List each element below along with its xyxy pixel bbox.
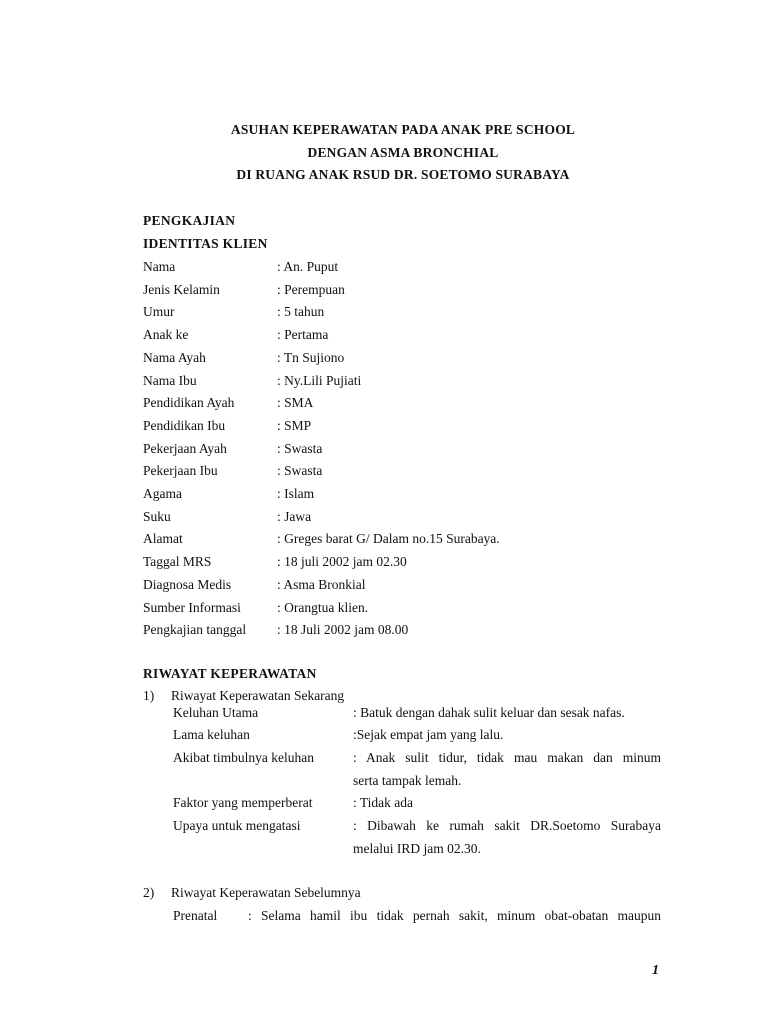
identitas-value: : Swasta xyxy=(277,463,323,479)
faktor-row xyxy=(173,795,661,815)
identitas-label: Pekerjaan Ibu xyxy=(143,463,218,479)
identitas-label: Suku xyxy=(143,508,171,524)
keluhan-utama-value: : Batuk dengan dahak sulit keluar dan sesak nafas. xyxy=(353,705,625,720)
identitas-value: : Asma Bronkial xyxy=(277,576,366,592)
identitas-value: : 18 juli 2002 jam 02.30 xyxy=(277,554,407,570)
lama-keluhan-value: :Sejak empat jam yang lalu. xyxy=(353,727,504,742)
prenatal-value: : Selama hamil ibu tidak pernah sakit, minum obat-obatan maupun xyxy=(248,908,661,923)
identitas-value: : Tn Sujiono xyxy=(277,349,345,365)
akibat-keluhan-row xyxy=(173,750,661,770)
identitas-label: Nama Ayah xyxy=(143,349,206,365)
faktor-label: Faktor yang memperberat xyxy=(173,795,313,810)
section-heading-pengkajian: PENGKAJIAN xyxy=(143,213,236,228)
list-number-1: 1) xyxy=(143,688,155,703)
subsection-title-riwayat-sebelumnya: Riwayat Keperawatan Sebelumnya xyxy=(171,885,361,900)
identitas-label: Alamat xyxy=(143,531,183,547)
identitas-value: : Greges barat G/ Dalam no.15 Surabaya. xyxy=(277,531,500,547)
identitas-value: : 18 Juli 2002 jam 08.00 xyxy=(277,622,409,638)
akibat-keluhan-value-line-1: : Anak sulit tidur, tidak mau makan dan minum xyxy=(353,750,661,765)
keluhan-utama-row xyxy=(173,705,661,725)
identitas-label: Umur xyxy=(143,304,175,320)
upaya-row-cont xyxy=(173,841,661,861)
identitas-label: Nama xyxy=(143,259,176,274)
page-number: 1 xyxy=(652,963,659,978)
identitas-value: : Pertama xyxy=(277,327,329,343)
identitas-label: Pendidikan Ayah xyxy=(143,395,235,411)
keluhan-utama-label: Keluhan Utama xyxy=(173,705,259,720)
identitas-label: Pekerjaan Ayah xyxy=(143,440,227,456)
faktor-value: : Tidak ada xyxy=(353,795,414,810)
identitas-value: : Orangtua klien. xyxy=(277,599,369,615)
document-title-line-3: DI RUANG ANAK RSUD DR. SOETOMO SURABAYA xyxy=(236,167,570,182)
upaya-value-line-2: melalui IRD jam 02.30. xyxy=(353,841,481,856)
identitas-label: Sumber Informasi xyxy=(143,599,241,615)
upaya-row xyxy=(173,818,661,838)
identitas-label: Pendidikan Ibu xyxy=(143,417,226,433)
document-title-line-1: ASUHAN KEPERAWATAN PADA ANAK PRE SCHOOL xyxy=(230,122,576,137)
akibat-keluhan-row-cont xyxy=(173,773,661,793)
identitas-label: Anak ke xyxy=(143,327,189,343)
identitas-label: Pengkajian tanggal xyxy=(143,622,247,638)
identitas-label: Diagnosa Medis xyxy=(143,576,232,592)
list-number-2: 2) xyxy=(143,885,155,900)
subsection-title-riwayat-sekarang: Riwayat Keperawatan Sekarang xyxy=(171,688,345,703)
identitas-value: : Perempuan xyxy=(277,281,345,297)
upaya-value-line-1: : Dibawah ke rumah sakit DR.Soetomo Surabaya xyxy=(353,818,661,833)
lama-keluhan-row xyxy=(173,727,661,747)
identitas-value: : Swasta xyxy=(277,440,323,456)
identitas-value: : Ny.Lili Pujiati xyxy=(277,372,362,388)
identitas-value: : Islam xyxy=(277,486,315,501)
identitas-value: : An. Puput xyxy=(277,259,339,274)
identitas-label: Agama xyxy=(143,486,182,501)
identitas-value: : SMP xyxy=(277,417,312,433)
document-title-line-2: DENGAN ASMA BRONCHIAL xyxy=(307,145,499,160)
identitas-label: Jenis Kelamin xyxy=(143,281,220,297)
akibat-keluhan-label: Akibat timbulnya keluhan xyxy=(173,750,314,765)
identitas-label: Nama Ibu xyxy=(143,372,197,388)
identitas-label: Taggal MRS xyxy=(143,554,212,570)
identitas-value: : SMA xyxy=(277,395,314,411)
section-heading-identitas: IDENTITAS KLIEN xyxy=(143,236,268,251)
identitas-value: : Jawa xyxy=(277,508,312,524)
akibat-keluhan-value-line-2: serta tampak lemah. xyxy=(353,773,462,788)
lama-keluhan-label: Lama keluhan xyxy=(173,727,250,742)
upaya-label: Upaya untuk mengatasi xyxy=(173,818,301,833)
prenatal-label: Prenatal xyxy=(173,908,218,923)
identitas-value: : 5 tahun xyxy=(277,304,325,320)
section-heading-riwayat: RIWAYAT KEPERAWATAN xyxy=(143,666,317,681)
